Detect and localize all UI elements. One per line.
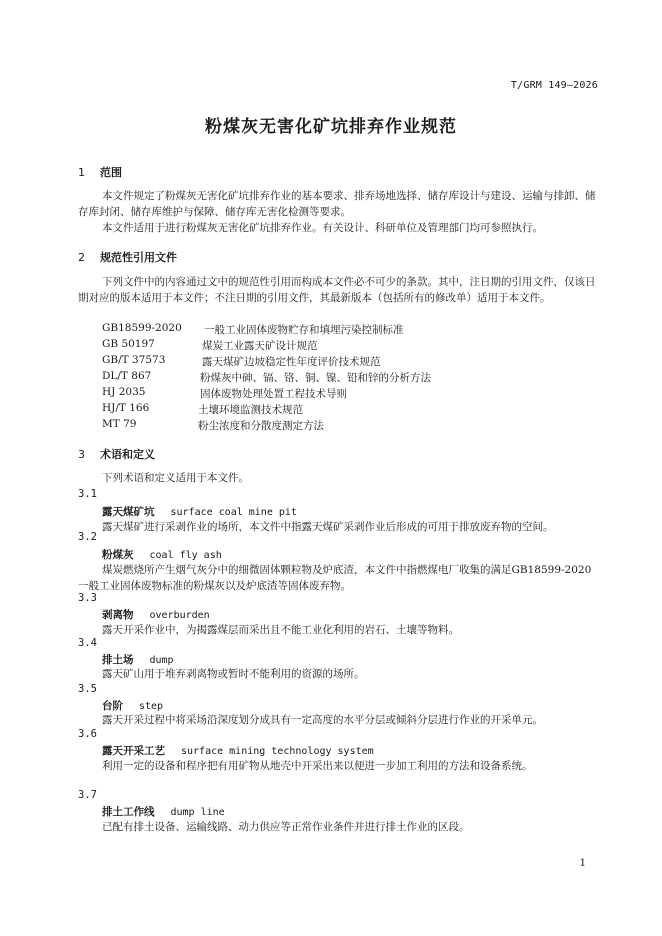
document-title: 粉煤灰无害化矿坑排弃作业规范: [205, 117, 457, 137]
term-chinese: 剥离物: [102, 609, 134, 621]
term-english: surface mining technology system: [181, 746, 374, 757]
term-chinese: 露天开采工艺: [102, 745, 165, 757]
term-definition: 露天煤矿进行采剥作业的场所，本文件中指露天煤矿采剥作业后形成的可用于排放废弃物的空间。: [102, 521, 554, 533]
term-number: 3.7: [78, 789, 97, 801]
term-heading: [102, 607, 210, 622]
term-number: 3.5: [78, 683, 97, 695]
section-number: 1: [78, 166, 85, 179]
terms-intro: 下列术语和定义适用于本文件。: [102, 472, 249, 484]
term-number: 3.2: [78, 531, 97, 543]
term-definition: 露天开采过程中将采场沿深度划分成具有一定高度的水平分层或倾斜分层进行作业的开采单元。: [102, 714, 543, 726]
reference-title: 土壤环境监测技术规范: [198, 404, 303, 416]
section-1-heading: [78, 164, 122, 180]
term-english: surface coal mine pit: [170, 507, 297, 518]
scope-paragraph-2: 本文件适用于进行粉煤灰无害化矿坑排弃作业。有关设计、科研单位及管理部门均可参照执行。: [102, 222, 543, 234]
reference-code: GB 50197: [102, 338, 155, 350]
term-definition: 煤炭燃烧所产生烟气灰分中的细微固体颗粒物及炉底渣，本文件中指燃煤电厂收集的满足GB18599-2020一般工业固体废物标准的粉煤灰以及炉底渣等固体废弃物。: [78, 564, 592, 592]
term-heading: [102, 547, 222, 562]
term-definition: 露天矿山用于堆弃剥离物或暂时不能利用的资源的场所。: [102, 668, 365, 680]
section-title: 范围: [100, 166, 122, 179]
section-number: 2: [78, 251, 85, 264]
reference-code: GB18599-2020: [102, 322, 182, 334]
term-english: dump: [149, 655, 174, 666]
term-english: coal fly ash: [149, 550, 222, 561]
references-intro: 下列文件中的内容通过文中的规范性引用而构成本文件必不可少的条款。其中，注日期的引用文件，仅该日期对应的版本适用于本文件；不注日期的引用文件，其最新版本（包括所有的修改单）适用于本文件。: [78, 276, 596, 304]
page-number: 1: [579, 858, 586, 869]
section-number: 3: [78, 448, 85, 461]
term-number: 3.4: [78, 637, 97, 649]
term-english: overburden: [149, 610, 210, 621]
term-heading: [102, 652, 174, 667]
section-title: 术语和定义: [100, 448, 155, 461]
document-number: T/GRM 149—2026: [510, 80, 598, 91]
reference-title: 粉煤灰中砷、镉、铬、铜、镍、铅和锌的分析方法: [200, 372, 431, 384]
term-number: 3.3: [78, 592, 97, 604]
reference-code: DL/T 867: [102, 370, 152, 382]
reference-title: 固体废物处理处置工程技术导则: [200, 388, 347, 400]
term-heading: [102, 804, 225, 819]
reference-title: 一般工业固体废物贮存和填埋污染控制标准: [204, 324, 404, 336]
term-heading: [102, 504, 297, 519]
term-chinese: 排土工作线: [102, 806, 155, 818]
term-number: 3.1: [78, 488, 97, 500]
scope-paragraph-1: 本文件规定了粉煤灰无害化矿坑排弃作业的基本要求、排弃场地选择、储存库设计与建设、运输与排卸、储存库封闭、储存库维护与保障、储存库无害化检测等要求。: [78, 190, 596, 218]
term-heading: [102, 698, 163, 713]
reference-code: GB/T 37573: [102, 354, 166, 366]
term-chinese: 露天煤矿坑: [102, 506, 155, 518]
reference-code: HJ 2035: [102, 386, 146, 398]
term-english: dump line: [170, 807, 225, 818]
reference-title: 煤炭工业露天矿设计规范: [202, 340, 318, 352]
section-3-heading: [78, 446, 155, 462]
reference-code: MT 79: [102, 418, 137, 430]
term-chinese: 排土场: [102, 654, 134, 666]
section-title: 规范性引用文件: [100, 251, 177, 264]
term-definition: 利用一定的设备和程序把有用矿物从地壳中开采出来以便进一步加工利用的方法和设备系统。: [102, 760, 533, 772]
term-english: step: [139, 701, 164, 712]
reference-title: 露天煤矿边坡稳定性年度评价技术规范: [202, 356, 381, 368]
term-chinese: 粉煤灰: [102, 549, 134, 561]
section-2-heading: [78, 249, 177, 265]
reference-title: 粉尘浓度和分散度测定方法: [198, 420, 324, 432]
term-definition: 露天开采作业中，为揭露煤层而采出且不能工业化利用的岩石、土壤等物料。: [102, 624, 459, 636]
term-definition: 已配有排土设备、运输线路、动力供应等正常作业条件并进行排土作业的区段。: [102, 821, 470, 833]
term-chinese: 台阶: [102, 700, 123, 712]
term-number: 3.6: [78, 728, 97, 740]
reference-code: HJ/T 166: [102, 402, 150, 414]
term-heading: [102, 743, 374, 758]
